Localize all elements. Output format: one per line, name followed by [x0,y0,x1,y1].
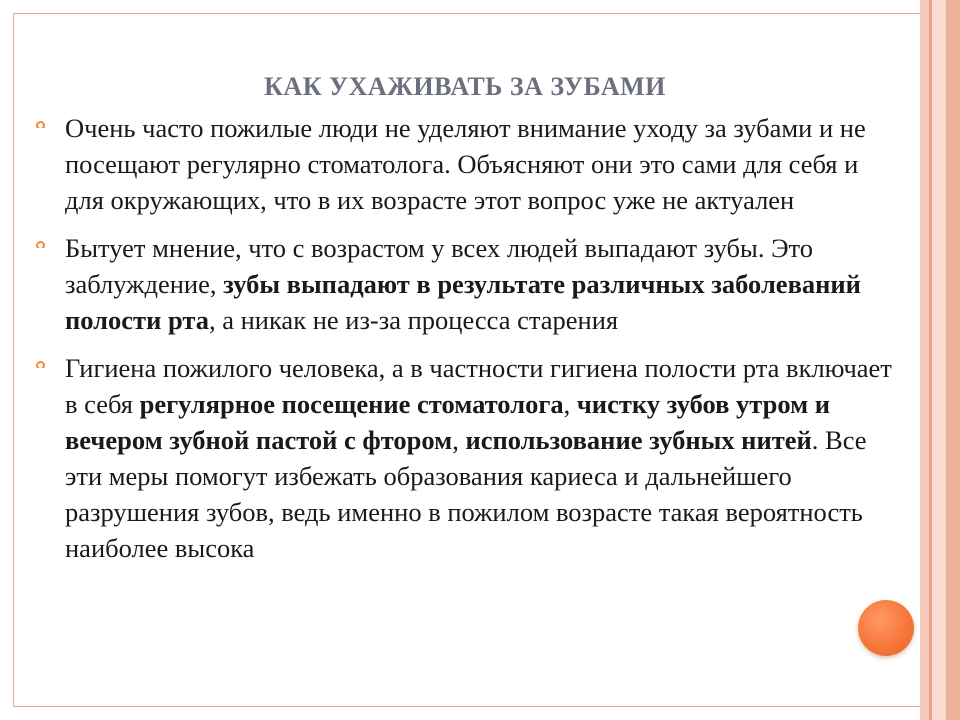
bold-text-run: зубы выпадают в результате различных заболеваний полости рта [65,269,861,335]
stripe [932,0,946,720]
decorative-stripes [920,0,960,720]
bullet-text [65,113,866,215]
slide-title: КАК УХАЖИВАТЬ ЗА ЗУБАМИ [264,72,666,101]
text-run: Гигиена пожилого человека, а в частности гигиена полости рта включает в себя [65,353,892,419]
bullet-item-3 [36,350,896,566]
text-run: , а никак не из-за процесса старения [208,305,619,335]
bullet-item-1 [36,110,896,218]
text-run: Очень часто пожилые люди не уделяют внимание уходу за зубами и не посещают регулярно стоматолога. Объясняют они это сами для себя и для окружающих, что в их возрасте этот вопрос уже не актуален [65,113,866,215]
bold-text-run: чистку зубов утром и вечером зубной пастой с фтором [65,389,831,455]
bullet-text [65,233,861,335]
orange-circle-decoration [858,600,914,656]
text-run: Бытует мнение, что с возрастом у всех людей выпадают зубы. Это заблуждение, [65,233,814,299]
bullet-list [36,110,896,578]
circle-bullet-icon [36,361,45,370]
bold-text-run: использование зубных нитей [465,425,812,455]
circle-bullet-icon [36,241,45,250]
bullet-text [65,353,892,563]
text-run: , [563,389,577,419]
bold-text-run: регулярное посещение стоматолога [139,389,564,419]
circle-bullet-icon [36,121,45,130]
bullet-item-2 [36,230,896,338]
text-run: . Все эти меры помогут избежать образования кариеса и дальнейшего разрушения зубов, ведь именно в пожилом возрасте такая вероятность наиболее высока [65,425,867,563]
text-run: , [452,425,466,455]
stripe [946,0,960,720]
stripe [920,0,929,720]
